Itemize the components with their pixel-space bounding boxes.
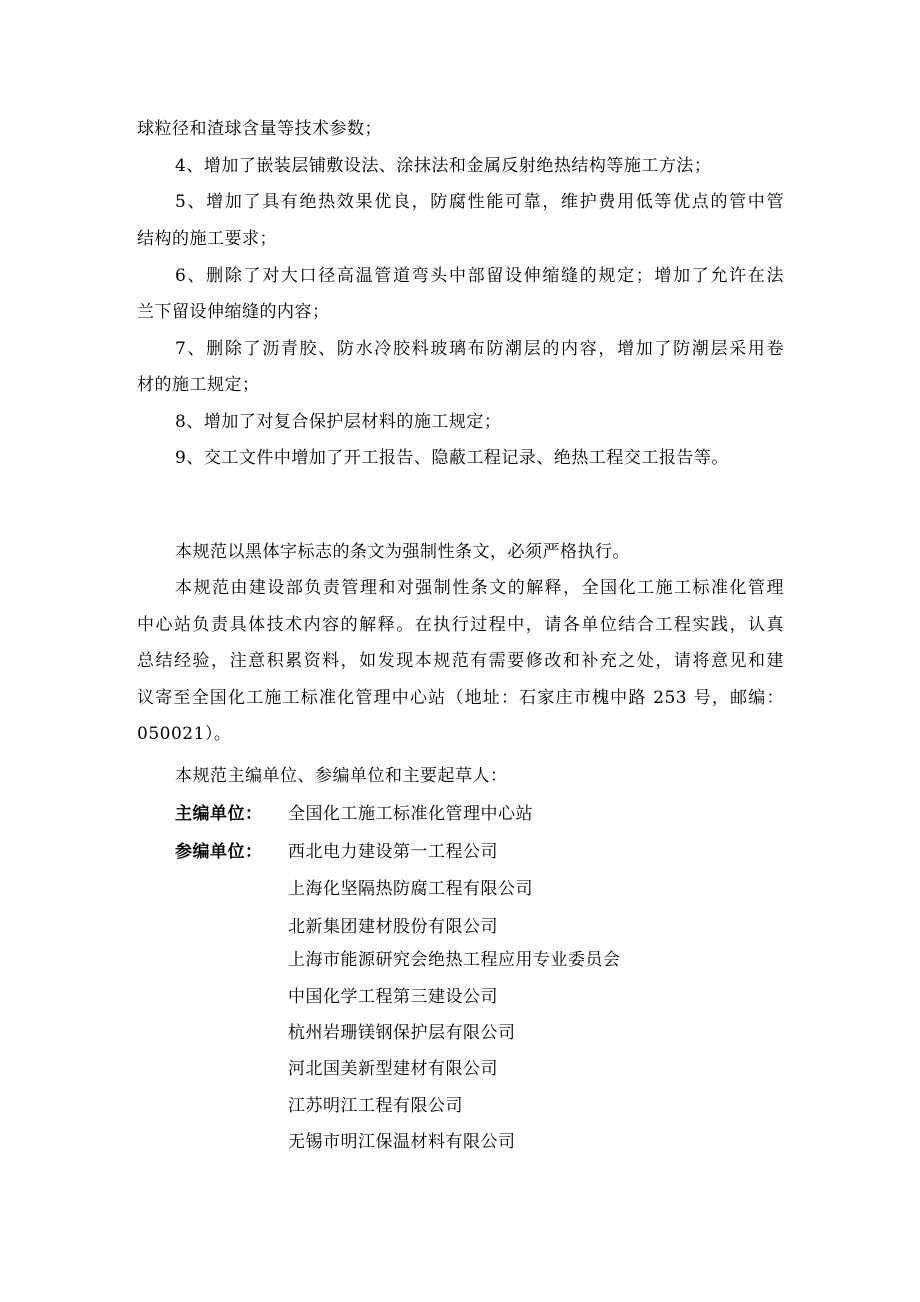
participant-unit: 江苏明江工程有限公司 <box>288 1096 463 1116</box>
participant-unit-label: 参编单位： <box>175 842 263 862</box>
mandatory-clause-statement: 本规范以黑体字标志的条文为强制性条文，必须严格执行。 <box>175 542 630 562</box>
drafters-intro: 本规范主编单位、参编单位和主要起草人： <box>175 766 508 786</box>
participant-unit: 河北国美新型建材有限公司 <box>288 1059 498 1079</box>
participant-unit: 中国化学工程第三建设公司 <box>288 987 498 1007</box>
change-item-6-line-2: 兰下留设伸缩缝的内容； <box>137 302 330 322</box>
participant-unit: 杭州岩珊镁钢保护层有限公司 <box>288 1023 516 1043</box>
change-item-9: 9、交工文件中增加了开工报告、隐蔽工程记录、绝热工程交工报告等。 <box>175 448 729 468</box>
management-line-1: 本规范由建设部负责管理和对强制性条文的解释，全国化工施工标准化管理 <box>175 578 784 598</box>
chief-unit-name: 全国化工施工标准化管理中心站 <box>288 804 533 824</box>
change-item-4: 4、增加了嵌装层铺敷设法、涂抹法和金属反射绝热结构等施工方法； <box>175 156 712 176</box>
change-item-7-line-2: 材的施工规定； <box>137 375 260 395</box>
management-line-5: 050021）。 <box>137 724 232 744</box>
participant-unit: 上海市能源研究会绝热工程应用专业委员会 <box>288 950 621 970</box>
chief-unit-label: 主编单位： <box>175 804 263 824</box>
change-item-8: 8、增加了对复合保护层材料的施工规定； <box>175 412 502 432</box>
change-item-5-line-1: 5、增加了具有绝热效果优良，防腐性能可靠，维护费用低等优点的管中管 <box>175 192 784 212</box>
management-line-3: 总结经验，注意积累资料，如发现本规范有需要修改和补充之处，请将意见和建 <box>137 651 784 671</box>
management-line-2: 中心站负责具体技术内容的解释。在执行过程中，请各单位结合工程实践，认真 <box>137 615 784 635</box>
management-line-4: 议寄至全国化工施工标准化管理中心站（地址：石家庄市槐中路 253 号，邮编： <box>137 688 784 708</box>
participant-unit: 北新集团建材股份有限公司 <box>288 917 498 937</box>
change-item-5-line-2: 结构的施工要求； <box>137 229 277 249</box>
participant-unit: 无锡市明江保温材料有限公司 <box>288 1132 516 1152</box>
change-item-3-continuation: 球粒径和渣球含量等技术参数； <box>137 119 382 139</box>
participant-unit: 西北电力建设第一工程公司 <box>288 842 498 862</box>
change-item-7-line-1: 7、删除了沥青胶、防水冷胶料玻璃布防潮层的内容，增加了防潮层采用卷 <box>175 339 784 359</box>
change-item-6-line-1: 6、删除了对大口径高温管道弯头中部留设伸缩缝的规定；增加了允许在法 <box>175 266 784 286</box>
participant-unit: 上海化坚隔热防腐工程有限公司 <box>288 879 533 899</box>
